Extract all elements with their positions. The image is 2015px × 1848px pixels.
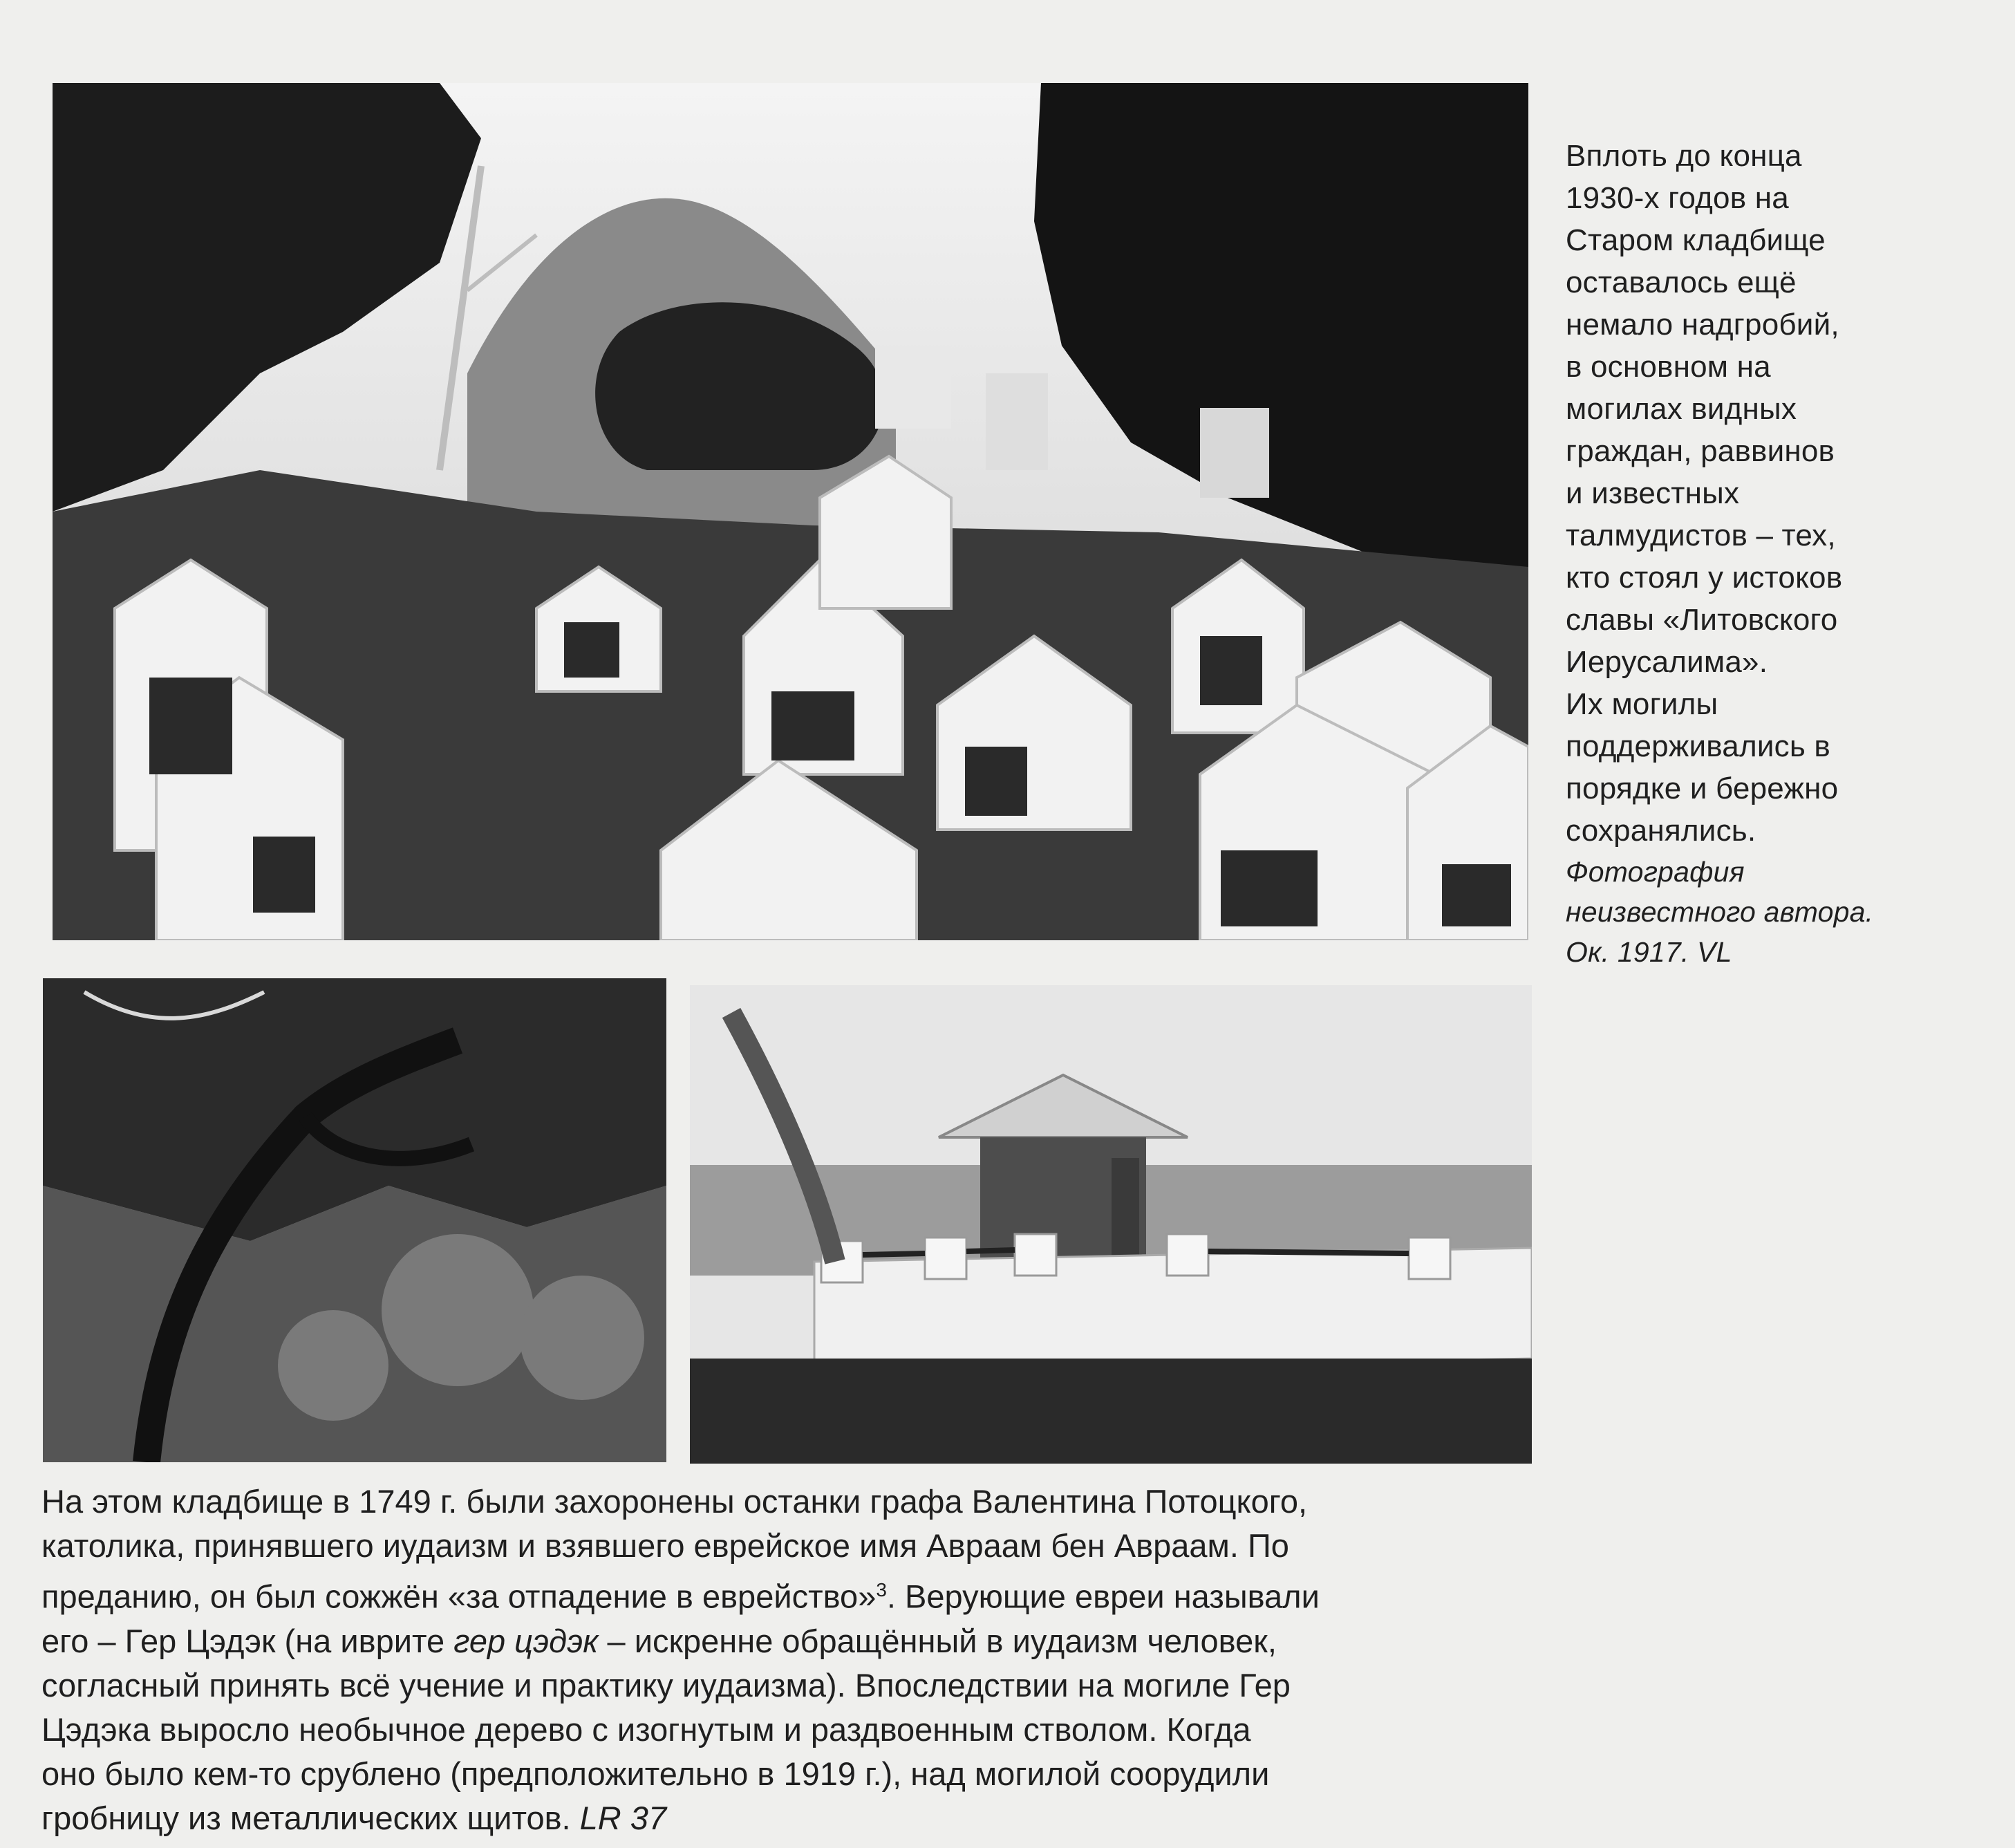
caption-text: его – Гер Цэдэк (на иврите [41,1622,454,1659]
caption-text: преданию, он был сожжён «за отпадение в еврейство» [41,1578,877,1615]
side-caption-line: оставалось ещё [1566,265,1797,299]
side-caption-line: в основном на [1566,350,1771,384]
tree-photo-drawing [43,978,666,1462]
side-caption-line: сохранялись. [1566,814,1756,848]
bottom-caption-line: оно было кем-то срублено (предположительно в 1919 г.), над могилой соорудили [41,1755,1270,1792]
bottom-caption-line: На этом кладбище в 1749 г. были захоронены останки графа Валентина Потоцкого, [41,1483,1308,1520]
bottom-caption-line [41,1619,1548,1663]
caption-text: гробницу из металлических щитов. [41,1799,580,1836]
cemetery-photo-top [53,83,1528,940]
footnote-marker: 3 [876,1579,887,1600]
side-caption-line: Иерусалима». [1566,645,1768,679]
side-caption-line: славы «Литовского [1566,603,1838,637]
side-caption-line: поддерживались в [1566,729,1830,763]
caption-text: – искренне обращённый в иудаизм человек, [598,1622,1277,1659]
tomb-photo [690,985,1532,1464]
photo-credit-line: Ок. 1917. VL [1566,936,1732,968]
side-caption-line: порядке и бережно [1566,772,1839,805]
side-caption-line: Их могилы [1566,687,1718,721]
bottom-caption-line: Цэдэка выросло необычное дерево с изогнутым и раздвоенным стволом. Когда [41,1710,1251,1748]
side-caption [1566,135,1994,972]
caption-italic-term: гер цэдэк [453,1622,599,1659]
bottom-caption-line [41,1796,1548,1840]
bottom-caption [41,1480,1548,1840]
source-reference: LR 37 [579,1799,667,1836]
side-caption-line: талмудистов – тех, [1566,519,1836,552]
bottom-caption-line [41,1568,1548,1619]
tomb-photo-drawing [690,985,1532,1464]
side-caption-line: немало надгробий, [1566,308,1839,342]
side-caption-line: 1930-х годов на [1566,181,1789,215]
side-caption-line: могилах видных [1566,392,1797,426]
photo-credit-line: неизвестного автора. [1566,896,1874,928]
side-caption-line: и известных [1566,476,1740,510]
cemetery-photo-top-drawing [53,83,1528,940]
caption-text: . Верующие евреи называли [886,1578,1320,1615]
side-caption-line: Вплоть до конца [1566,139,1802,173]
bottom-caption-line: согласный принять всё учение и практику иудаизма). Впоследствии на могиле Гер [41,1666,1291,1704]
photo-credit-line: Фотография [1566,856,1745,888]
side-caption-line: граждан, раввинов [1566,434,1835,468]
side-caption-line: Старом кладбище [1566,223,1826,257]
tree-photo [43,978,666,1462]
bottom-caption-line: католика, принявшего иудаизм и взявшего еврейское имя Авраам бен Авраам. По [41,1527,1289,1564]
side-caption-line: кто стоял у истоков [1566,561,1843,595]
